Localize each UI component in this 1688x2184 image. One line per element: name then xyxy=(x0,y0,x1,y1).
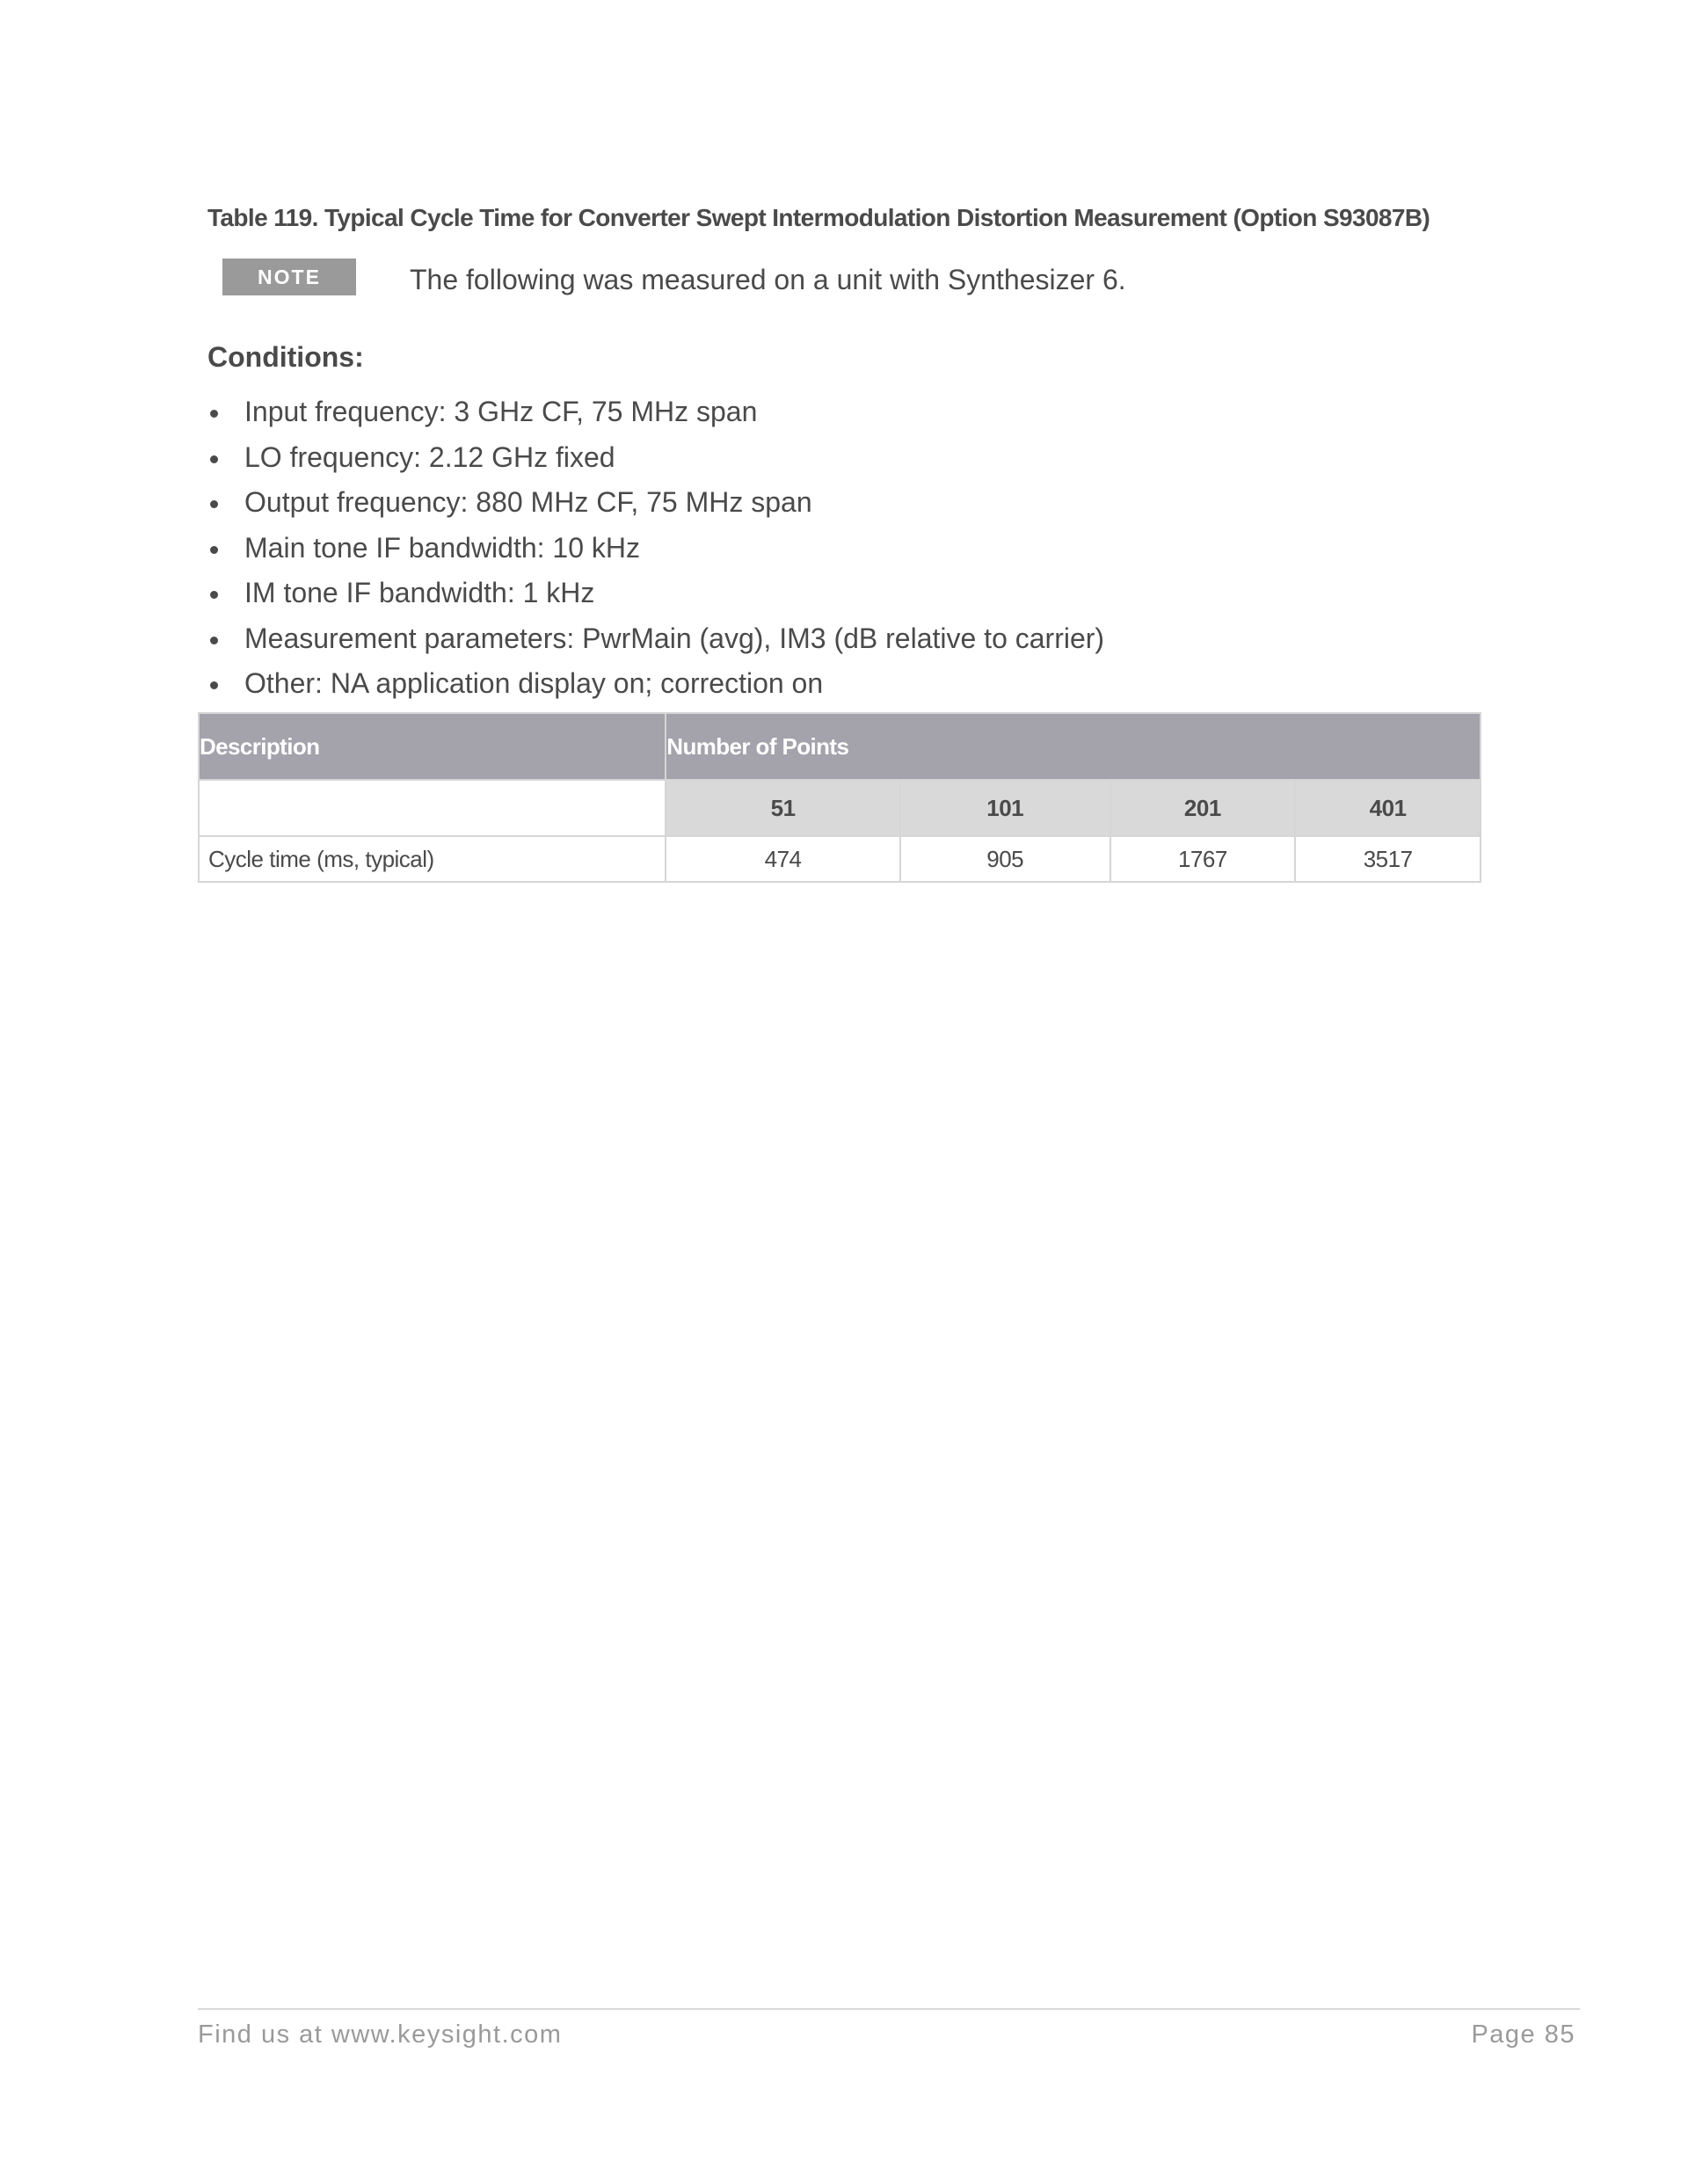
table-cell: 1767 xyxy=(1110,836,1296,882)
conditions-list xyxy=(207,392,1104,710)
table-cell: 905 xyxy=(900,836,1110,882)
points-column-header: 201 xyxy=(1110,780,1296,836)
note-text: The following was measured on a unit with Synthesizer 6. xyxy=(410,264,1126,295)
bullet-icon xyxy=(210,591,218,599)
bullet-icon xyxy=(210,455,218,463)
bullet-icon xyxy=(210,637,218,644)
bullet-icon xyxy=(210,681,218,689)
table-row xyxy=(199,836,1481,882)
table-caption: Table 119. Typical Cycle Time for Converter Swept Intermodulation Distortion Measurement (Option S93087B) xyxy=(207,204,1430,231)
table-subheader-row xyxy=(199,780,1481,836)
condition-item xyxy=(207,528,1104,574)
condition-text: IM tone IF bandwidth: 1 kHz xyxy=(244,577,595,608)
condition-item xyxy=(207,392,1104,438)
condition-text: Output frequency: 880 MHz CF, 75 MHz span xyxy=(244,486,812,518)
conditions-heading: Conditions: xyxy=(207,341,364,373)
points-column-header: 51 xyxy=(666,780,900,836)
condition-item xyxy=(207,438,1104,484)
table-cell: 3517 xyxy=(1295,836,1481,882)
bullet-icon xyxy=(210,500,218,508)
points-column-header: 401 xyxy=(1295,780,1481,836)
cycle-time-table xyxy=(198,712,1481,883)
condition-item xyxy=(207,483,1104,528)
condition-text: Main tone IF bandwidth: 10 kHz xyxy=(244,531,641,564)
table-cell: 474 xyxy=(666,836,900,882)
condition-text: Other: NA application display on; correction on xyxy=(244,667,824,699)
row-description: Cycle time (ms, typical) xyxy=(199,836,666,882)
note-badge: NOTE xyxy=(222,258,356,295)
footer-divider xyxy=(198,2008,1580,2010)
points-column-header: 101 xyxy=(900,780,1110,836)
condition-item xyxy=(207,664,1104,710)
subheader-empty-cell xyxy=(199,780,666,836)
condition-item xyxy=(207,619,1104,665)
footer-website: Find us at www.keysight.com xyxy=(198,2020,563,2049)
header-number-of-points: Number of Points xyxy=(666,713,1481,780)
header-description: Description xyxy=(199,713,666,780)
condition-text: Measurement parameters: PwrMain (avg), IM3 (dB relative to carrier) xyxy=(244,622,1105,654)
condition-item xyxy=(207,573,1104,619)
bullet-icon xyxy=(210,546,218,554)
bullet-icon xyxy=(210,410,218,418)
footer-page-number: Page 85 xyxy=(1471,2020,1575,2049)
condition-text: LO frequency: 2.12 GHz fixed xyxy=(244,440,615,473)
condition-text: Input frequency: 3 GHz CF, 75 MHz span xyxy=(244,396,758,427)
table-header-row xyxy=(199,713,1481,780)
